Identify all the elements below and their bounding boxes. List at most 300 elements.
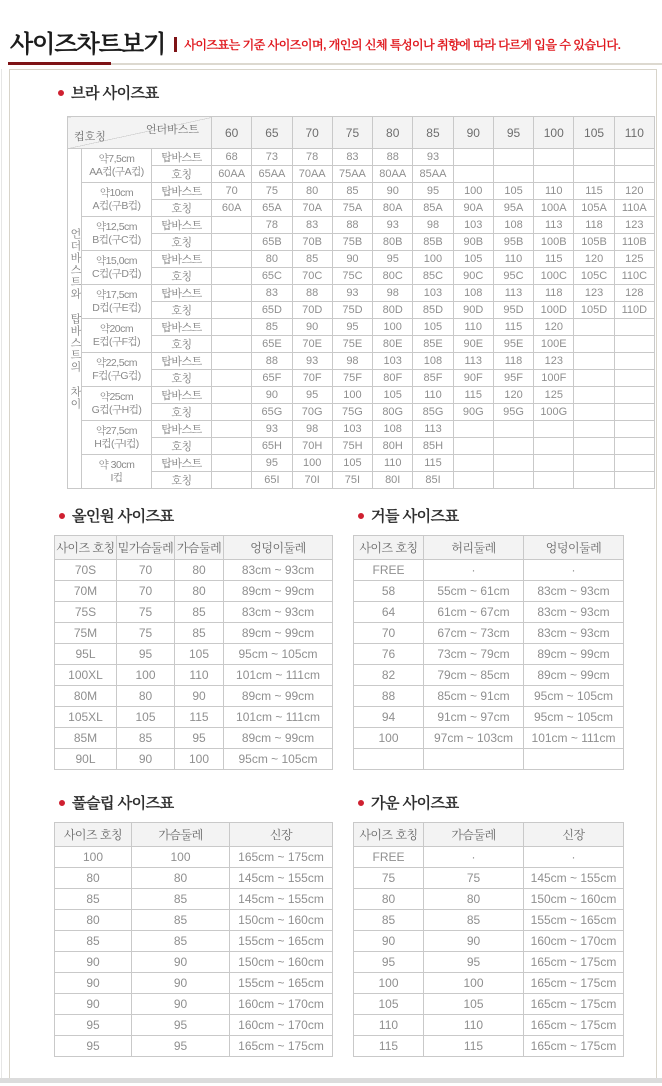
table-cell: ·	[524, 847, 624, 868]
name-row-label: 호칭	[152, 268, 212, 285]
table-cell: 160cm ~ 170cm	[524, 931, 624, 952]
table-cell: 80	[175, 560, 224, 581]
topbust-value-cell: 88	[332, 217, 372, 234]
topbust-value-cell: 105	[493, 183, 533, 200]
table-row	[55, 952, 333, 973]
gown-size-table	[353, 822, 624, 1057]
column-header: 사이즈 호칭	[354, 823, 424, 847]
table-cell: 165cm ~ 175cm	[524, 1036, 624, 1057]
table-row	[354, 868, 624, 889]
table-cell: 165cm ~ 175cm	[230, 847, 333, 868]
underbust-size-header: 75	[332, 117, 372, 149]
table-cell: 79cm ~ 85cm	[424, 665, 524, 686]
table-row	[354, 847, 624, 868]
table-cell: 89cm ~ 99cm	[524, 665, 624, 686]
size-name-cell: 90B	[453, 234, 493, 251]
topbust-value-cell: 103	[413, 285, 453, 302]
size-name-cell: 100D	[534, 302, 574, 319]
size-name-cell: 95B	[493, 234, 533, 251]
table-cell: 95	[55, 1036, 132, 1057]
size-name-cell	[534, 166, 574, 183]
size-name-cell: 70AA	[292, 166, 332, 183]
table-cell: 165cm ~ 175cm	[230, 1036, 333, 1057]
topbust-value-cell: 90	[252, 387, 292, 404]
size-name-cell	[574, 438, 614, 455]
table-row	[354, 749, 624, 770]
bra-name-row	[68, 234, 655, 251]
table-cell: 90	[55, 952, 132, 973]
topbust-value-cell: 115	[493, 319, 533, 336]
fullslip-section-title	[59, 792, 333, 813]
topbust-value-cell: 88	[252, 353, 292, 370]
cup-name-label: E컵(구F컵)	[92, 335, 141, 348]
table-row	[354, 560, 624, 581]
cup-name-label: C컵(구D컵)	[91, 267, 142, 280]
topbust-value-cell: 123	[534, 353, 574, 370]
table-cell: 83cm ~ 93cm	[524, 623, 624, 644]
bra-name-row	[68, 268, 655, 285]
tables-row-1	[54, 505, 656, 770]
topbust-value-cell: 85	[252, 319, 292, 336]
size-name-cell: 80B	[373, 234, 413, 251]
underbust-size-header: 100	[534, 117, 574, 149]
table-cell: 95cm ~ 105cm	[224, 644, 333, 665]
topbust-value-cell: 125	[614, 251, 654, 268]
size-name-cell: 100A	[534, 200, 574, 217]
size-name-cell: 105B	[574, 234, 614, 251]
size-name-cell: 85D	[413, 302, 453, 319]
size-name-cell: 80F	[373, 370, 413, 387]
topbust-value-cell: 110	[534, 183, 574, 200]
bra-name-row	[68, 336, 655, 353]
bra-topbust-row	[68, 251, 655, 268]
table-row	[354, 994, 624, 1015]
table-cell: 155cm ~ 165cm	[230, 931, 333, 952]
table-cell: 89cm ~ 99cm	[224, 728, 333, 749]
table-cell: 150cm ~ 160cm	[230, 910, 333, 931]
cup-diff-label: 약7,5cm	[98, 152, 135, 165]
topbust-value-cell: 90	[373, 183, 413, 200]
section-title-text: 브라 사이즈표	[71, 85, 159, 102]
cup-name-label: D컵(구E컵)	[92, 301, 141, 314]
table-cell: 70S	[55, 560, 117, 581]
topbust-row-label: 탑바스트	[152, 353, 212, 370]
cup-name-label: B컵(구C컵)	[92, 233, 141, 246]
cup-diff-label: 약27,5cm	[95, 424, 138, 437]
table-cell: 85cm ~ 91cm	[424, 686, 524, 707]
title-underline-dark	[8, 62, 111, 65]
topbust-value-cell	[614, 319, 654, 336]
name-row-label: 호칭	[152, 472, 212, 489]
section-title-text: 가운 사이즈표	[371, 795, 459, 812]
table-cell: 150cm ~ 160cm	[230, 952, 333, 973]
table-cell: 145cm ~ 155cm	[230, 889, 333, 910]
cup-name-label: I컵	[110, 471, 123, 484]
topbust-value-cell	[574, 353, 614, 370]
table-row	[354, 1015, 624, 1036]
table-cell: 85	[175, 623, 224, 644]
table-cell: 100	[354, 973, 424, 994]
page-header	[0, 0, 662, 69]
size-name-cell	[614, 370, 654, 387]
size-name-cell: 75D	[332, 302, 372, 319]
topbust-value-cell: 108	[413, 353, 453, 370]
size-name-cell: 100F	[534, 370, 574, 387]
table-cell: 70	[117, 581, 175, 602]
bra-name-row	[68, 438, 655, 455]
table-cell: 67cm ~ 73cm	[424, 623, 524, 644]
table-cell: 90	[175, 686, 224, 707]
table-cell: 80	[175, 581, 224, 602]
topbust-value-cell: 113	[453, 353, 493, 370]
table-cell: 145cm ~ 155cm	[230, 868, 333, 889]
table-row	[55, 728, 333, 749]
topbust-value-cell: 85	[332, 183, 372, 200]
table-row	[55, 931, 333, 952]
size-name-cell: 110A	[614, 200, 654, 217]
size-name-cell: 100G	[534, 404, 574, 421]
table-cell	[424, 749, 524, 770]
topbust-value-cell: 98	[413, 217, 453, 234]
topbust-value-cell: 123	[614, 217, 654, 234]
table-cell: 85	[175, 602, 224, 623]
bra-topbust-row	[68, 387, 655, 404]
table-cell: 85	[424, 910, 524, 931]
table-cell: 100	[424, 973, 524, 994]
cup-label-cell	[82, 319, 152, 353]
bra-header-row	[68, 117, 655, 149]
size-name-cell	[574, 370, 614, 387]
topbust-value-cell: 95	[252, 455, 292, 472]
size-name-cell	[493, 166, 533, 183]
size-name-cell: 90E	[453, 336, 493, 353]
topbust-value-cell	[574, 421, 614, 438]
size-name-cell	[212, 404, 252, 421]
table-cell: 70M	[55, 581, 117, 602]
cup-name-label: H컵(구I컵)	[94, 437, 139, 450]
table-row	[55, 644, 333, 665]
size-name-cell: 85F	[413, 370, 453, 387]
size-name-cell: 70E	[292, 336, 332, 353]
size-name-cell: 80E	[373, 336, 413, 353]
table-cell: 75	[354, 868, 424, 889]
size-name-cell	[453, 166, 493, 183]
section-title-text: 거들 사이즈표	[371, 508, 459, 525]
topbust-value-cell: 120	[534, 319, 574, 336]
size-name-cell: 90D	[453, 302, 493, 319]
size-name-cell: 65I	[252, 472, 292, 489]
table-cell: 90L	[55, 749, 117, 770]
table-cell: 90	[117, 749, 175, 770]
table-cell: 85	[132, 931, 230, 952]
size-name-cell: 75E	[332, 336, 372, 353]
topbust-value-cell: 103	[332, 421, 372, 438]
size-name-cell: 80I	[373, 472, 413, 489]
topbust-value-cell: 105	[373, 387, 413, 404]
table-cell: 85	[117, 728, 175, 749]
table-cell: 75	[117, 623, 175, 644]
cup-label-cell	[82, 353, 152, 387]
table-cell: ·	[424, 847, 524, 868]
table-cell: 100	[354, 728, 424, 749]
table-row	[55, 749, 333, 770]
table-cell: 90	[132, 973, 230, 994]
table-row	[354, 889, 624, 910]
table-cell: 105XL	[55, 707, 117, 728]
topbust-row-label: 탑바스트	[152, 149, 212, 166]
tables-row-2	[54, 792, 656, 1057]
size-name-cell: 85I	[413, 472, 453, 489]
topbust-value-cell	[614, 149, 654, 166]
table-cell: 89cm ~ 99cm	[224, 581, 333, 602]
size-name-cell: 95A	[493, 200, 533, 217]
size-name-cell: 75AA	[332, 166, 372, 183]
name-row-label: 호칭	[152, 302, 212, 319]
table-cell: 58	[354, 581, 424, 602]
table-row	[354, 602, 624, 623]
table-cell: 85	[354, 910, 424, 931]
table-cell: 165cm ~ 175cm	[524, 973, 624, 994]
cup-diff-label: 약22,5cm	[95, 356, 138, 369]
table-cell: ·	[424, 560, 524, 581]
allinone-section	[54, 505, 333, 770]
column-header: 사이즈 호칭	[55, 536, 117, 560]
table-cell: 95cm ~ 105cm	[224, 749, 333, 770]
table-cell: 89cm ~ 99cm	[224, 623, 333, 644]
section-title-text: 올인원 사이즈표	[72, 508, 174, 525]
topbust-row-label: 탑바스트	[152, 455, 212, 472]
topbust-value-cell: 95	[292, 387, 332, 404]
table-cell: 90	[354, 931, 424, 952]
topbust-value-cell	[453, 149, 493, 166]
topbust-value-cell: 78	[252, 217, 292, 234]
table-cell: 70	[117, 560, 175, 581]
table-cell: 165cm ~ 175cm	[524, 952, 624, 973]
topbust-value-cell: 83	[332, 149, 372, 166]
allinone-section-title	[59, 505, 333, 526]
table-row	[354, 931, 624, 952]
table-cell: 160cm ~ 170cm	[230, 994, 333, 1015]
girdle-section	[353, 505, 624, 770]
underbust-size-header: 95	[493, 117, 533, 149]
table-cell: ·	[524, 560, 624, 581]
section-bullet-icon	[58, 90, 64, 96]
table-cell: 85	[132, 910, 230, 931]
table-cell: 76	[354, 644, 424, 665]
bra-section-title	[58, 82, 656, 103]
size-name-cell: 85B	[413, 234, 453, 251]
size-name-cell	[493, 472, 533, 489]
table-cell: 80	[424, 889, 524, 910]
topbust-value-cell: 95	[413, 183, 453, 200]
table-row	[55, 910, 333, 931]
bra-name-row	[68, 166, 655, 183]
size-name-cell: 80G	[373, 404, 413, 421]
table-cell	[354, 749, 424, 770]
size-name-cell: 105A	[574, 200, 614, 217]
size-name-cell	[212, 336, 252, 353]
topbust-value-cell: 115	[453, 387, 493, 404]
topbust-value-cell: 110	[373, 455, 413, 472]
corner-cupname-label: 컵호칭	[74, 131, 106, 143]
size-name-cell: 75H	[332, 438, 372, 455]
table-row	[55, 868, 333, 889]
topbust-value-cell: 88	[292, 285, 332, 302]
table-cell: 80M	[55, 686, 117, 707]
topbust-value-cell	[212, 421, 252, 438]
table-cell: 110	[424, 1015, 524, 1036]
size-name-cell: 95C	[493, 268, 533, 285]
column-header: 신장	[230, 823, 333, 847]
cup-label-cell	[82, 251, 152, 285]
cup-label-cell	[82, 149, 152, 183]
topbust-value-cell	[212, 455, 252, 472]
header-row	[55, 536, 333, 560]
topbust-value-cell: 95	[373, 251, 413, 268]
underbust-size-header: 80	[373, 117, 413, 149]
bra-topbust-row	[68, 455, 655, 472]
topbust-value-cell	[212, 285, 252, 302]
fullslip-section	[54, 792, 333, 1057]
table-cell: 115	[175, 707, 224, 728]
size-name-cell: 70A	[292, 200, 332, 217]
bra-name-row	[68, 370, 655, 387]
allinone-size-table	[54, 535, 333, 770]
underbust-size-header: 105	[574, 117, 614, 149]
topbust-value-cell	[574, 387, 614, 404]
cup-label-cell	[82, 421, 152, 455]
topbust-value-cell	[212, 319, 252, 336]
size-chart-panel	[9, 69, 657, 1079]
name-row-label: 호칭	[152, 200, 212, 217]
topbust-value-cell	[614, 387, 654, 404]
side-label-text: 언더바스트와 탑바스트의 차이	[69, 227, 81, 410]
size-name-cell: 70G	[292, 404, 332, 421]
size-name-cell	[614, 166, 654, 183]
topbust-value-cell: 123	[574, 285, 614, 302]
table-row	[55, 973, 333, 994]
table-cell: 80	[132, 868, 230, 889]
underbust-size-header: 85	[413, 117, 453, 149]
name-row-label: 호칭	[152, 438, 212, 455]
topbust-value-cell	[212, 251, 252, 268]
size-name-cell: 65C	[252, 268, 292, 285]
table-cell: 83cm ~ 93cm	[524, 602, 624, 623]
table-row	[354, 973, 624, 994]
topbust-value-cell: 118	[493, 353, 533, 370]
table-cell: 85	[55, 931, 132, 952]
size-name-cell: 70H	[292, 438, 332, 455]
cup-name-label: G컵(구H컵)	[91, 403, 142, 416]
column-header: 신장	[524, 823, 624, 847]
topbust-value-cell	[614, 455, 654, 472]
table-cell: 105	[424, 994, 524, 1015]
topbust-value-cell	[534, 149, 574, 166]
size-name-cell	[614, 404, 654, 421]
table-cell: 75	[117, 602, 175, 623]
cup-diff-label: 약20cm	[99, 322, 134, 335]
table-row	[55, 686, 333, 707]
gown-section-title	[358, 792, 624, 813]
cup-diff-label: 약15,0cm	[95, 254, 138, 267]
topbust-value-cell: 105	[413, 319, 453, 336]
topbust-value-cell: 115	[534, 251, 574, 268]
column-header: 가슴둘레	[132, 823, 230, 847]
topbust-value-cell: 110	[493, 251, 533, 268]
size-name-cell: 60AA	[212, 166, 252, 183]
size-name-cell	[212, 268, 252, 285]
table-row	[354, 728, 624, 749]
topbust-value-cell: 125	[534, 387, 574, 404]
topbust-value-cell: 78	[292, 149, 332, 166]
size-name-cell: 90A	[453, 200, 493, 217]
table-row	[354, 644, 624, 665]
girdle-size-table	[353, 535, 624, 770]
name-row-label: 호칭	[152, 404, 212, 421]
table-cell: 75S	[55, 602, 117, 623]
topbust-value-cell: 98	[373, 285, 413, 302]
size-name-cell: 75C	[332, 268, 372, 285]
table-cell: 85	[132, 889, 230, 910]
size-name-cell: 70B	[292, 234, 332, 251]
table-cell: 95	[55, 1015, 132, 1036]
cup-diff-label: 약10cm	[99, 186, 134, 199]
topbust-value-cell: 93	[332, 285, 372, 302]
table-cell: 165cm ~ 175cm	[524, 1015, 624, 1036]
topbust-value-cell: 113	[534, 217, 574, 234]
column-header: 허리둘레	[424, 536, 524, 560]
table-row	[55, 1036, 333, 1057]
size-name-cell	[534, 472, 574, 489]
topbust-row-label: 탑바스트	[152, 251, 212, 268]
table-row	[55, 602, 333, 623]
table-row	[354, 952, 624, 973]
table-row	[55, 889, 333, 910]
topbust-value-cell	[534, 421, 574, 438]
girdle-section-title	[358, 505, 624, 526]
size-name-cell: 90C	[453, 268, 493, 285]
size-name-cell	[574, 336, 614, 353]
bra-name-row	[68, 472, 655, 489]
table-cell: 165cm ~ 175cm	[524, 994, 624, 1015]
topbust-row-label: 탑바스트	[152, 319, 212, 336]
topbust-value-cell: 95	[332, 319, 372, 336]
table-cell: 90	[132, 994, 230, 1015]
topbust-value-cell: 100	[453, 183, 493, 200]
size-name-cell: 65D	[252, 302, 292, 319]
topbust-value-cell: 113	[493, 285, 533, 302]
page-note: 사이즈표는 기준 사이즈이며, 개인의 신체 특성이나 취향에 따라 다르게 입을 수 있습니다.	[184, 38, 621, 52]
size-name-cell	[212, 234, 252, 251]
topbust-value-cell: 93	[252, 421, 292, 438]
table-cell: 64	[354, 602, 424, 623]
table-cell: 91cm ~ 97cm	[424, 707, 524, 728]
table-cell: 115	[354, 1036, 424, 1057]
size-name-cell	[614, 438, 654, 455]
topbust-value-cell: 75	[252, 183, 292, 200]
size-name-cell: 70D	[292, 302, 332, 319]
bra-topbust-row	[68, 149, 655, 166]
table-cell: 95	[132, 1036, 230, 1057]
page-bottom-bar	[0, 1078, 662, 1083]
size-name-cell: 100C	[534, 268, 574, 285]
size-name-cell: 95F	[493, 370, 533, 387]
size-name-cell: 110C	[614, 268, 654, 285]
section-bullet-icon	[358, 800, 364, 806]
table-cell: 160cm ~ 170cm	[230, 1015, 333, 1036]
underbust-size-header: 65	[252, 117, 292, 149]
column-header: 사이즈 호칭	[354, 536, 424, 560]
